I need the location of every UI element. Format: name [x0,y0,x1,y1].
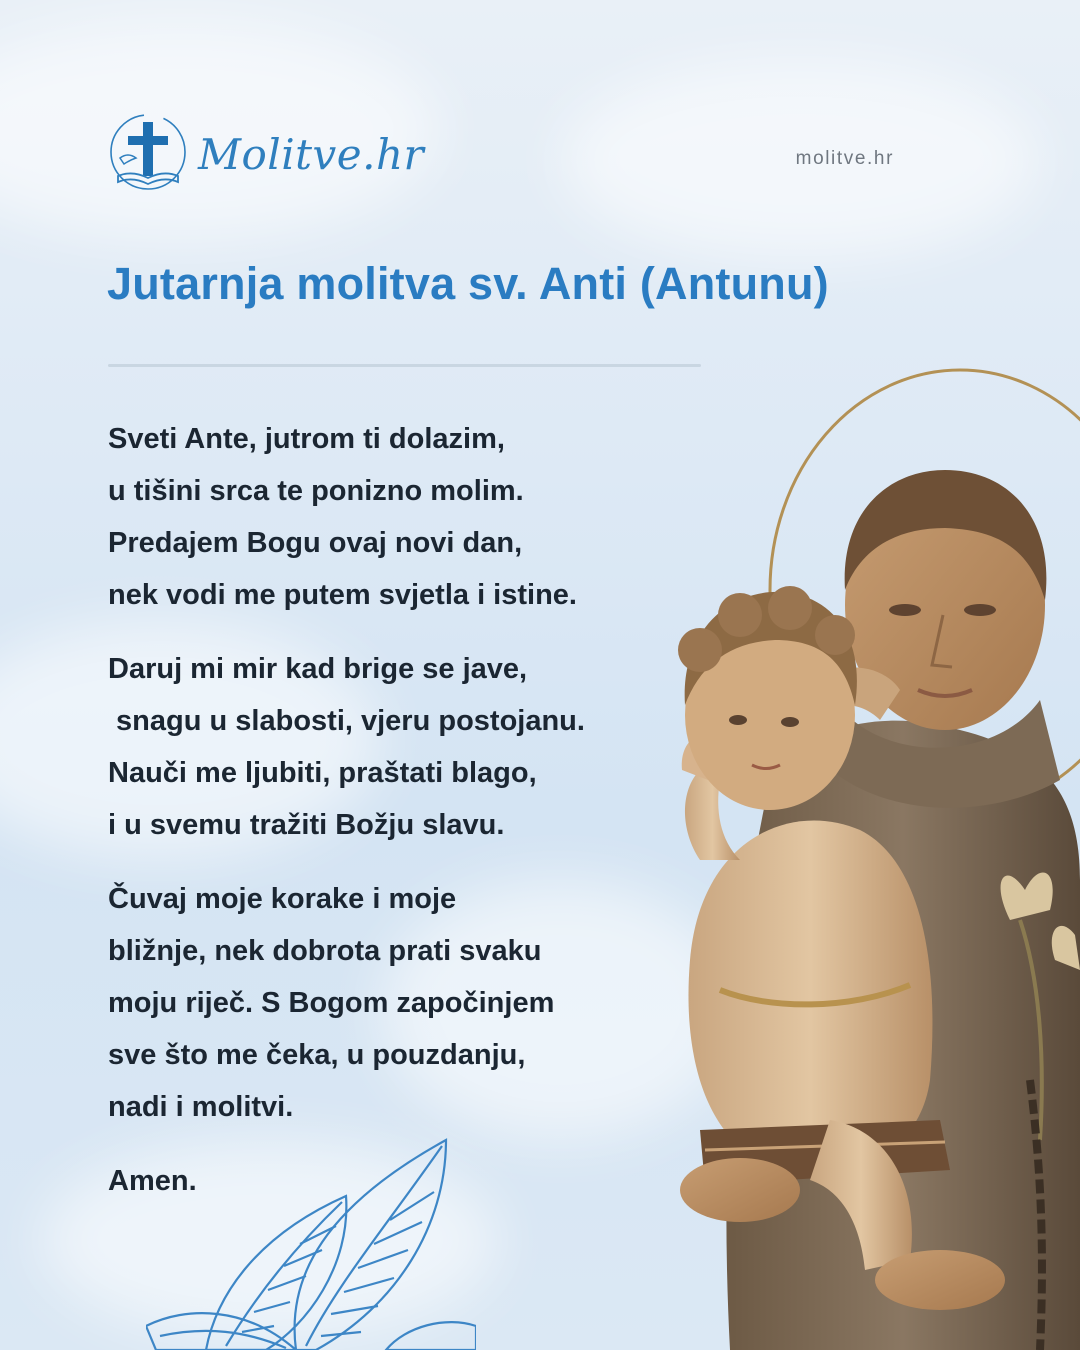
verse-line: nadi i molitvi. [108,1091,294,1123]
stanza [108,643,698,851]
verse-line: Nauči me ljubiti, praštati blago, [108,757,537,789]
title-divider [108,364,701,367]
verse-line: Amen. [108,1165,197,1197]
stanza [108,873,698,1133]
saint-anthony-statue-illustration [660,360,1080,1350]
verse-line: sve što me čeka, u pouzdanju, [108,1039,526,1071]
verse-line: Predajem Bogu ovaj novi dan, [108,527,523,559]
verse-line: bližnje, nek dobrota prati svaku [108,935,542,967]
cross-book-dove-icon [106,112,190,196]
verse-line: snagu u slabosti, vjeru postojanu. [108,705,585,737]
verse-line: moju riječ. S Bogom započinjem [108,987,555,1019]
verse-line: nek vodi me putem svjetla i istine. [108,579,577,611]
page-title: Jutarnja molitva sv. Anti (Antunu) [107,258,829,309]
site-logo[interactable] [106,112,424,196]
stanza [108,413,698,621]
verse-line: Daruj mi mir kad brige se jave, [108,653,528,685]
verse-line: u tišini srca te ponizno molim. [108,475,524,507]
prayer-text [108,413,698,1229]
site-url[interactable]: molitve.hr [795,148,894,169]
logo-text: Molitve.hr [198,129,425,179]
leaf-outline-icon [146,1136,476,1350]
verse-line: Sveti Ante, jutrom ti dolazim, [108,423,505,455]
verse-line: Čuvaj moje korake i moje [108,883,457,915]
verse-line: i u svemu tražiti Božju slavu. [108,809,505,841]
